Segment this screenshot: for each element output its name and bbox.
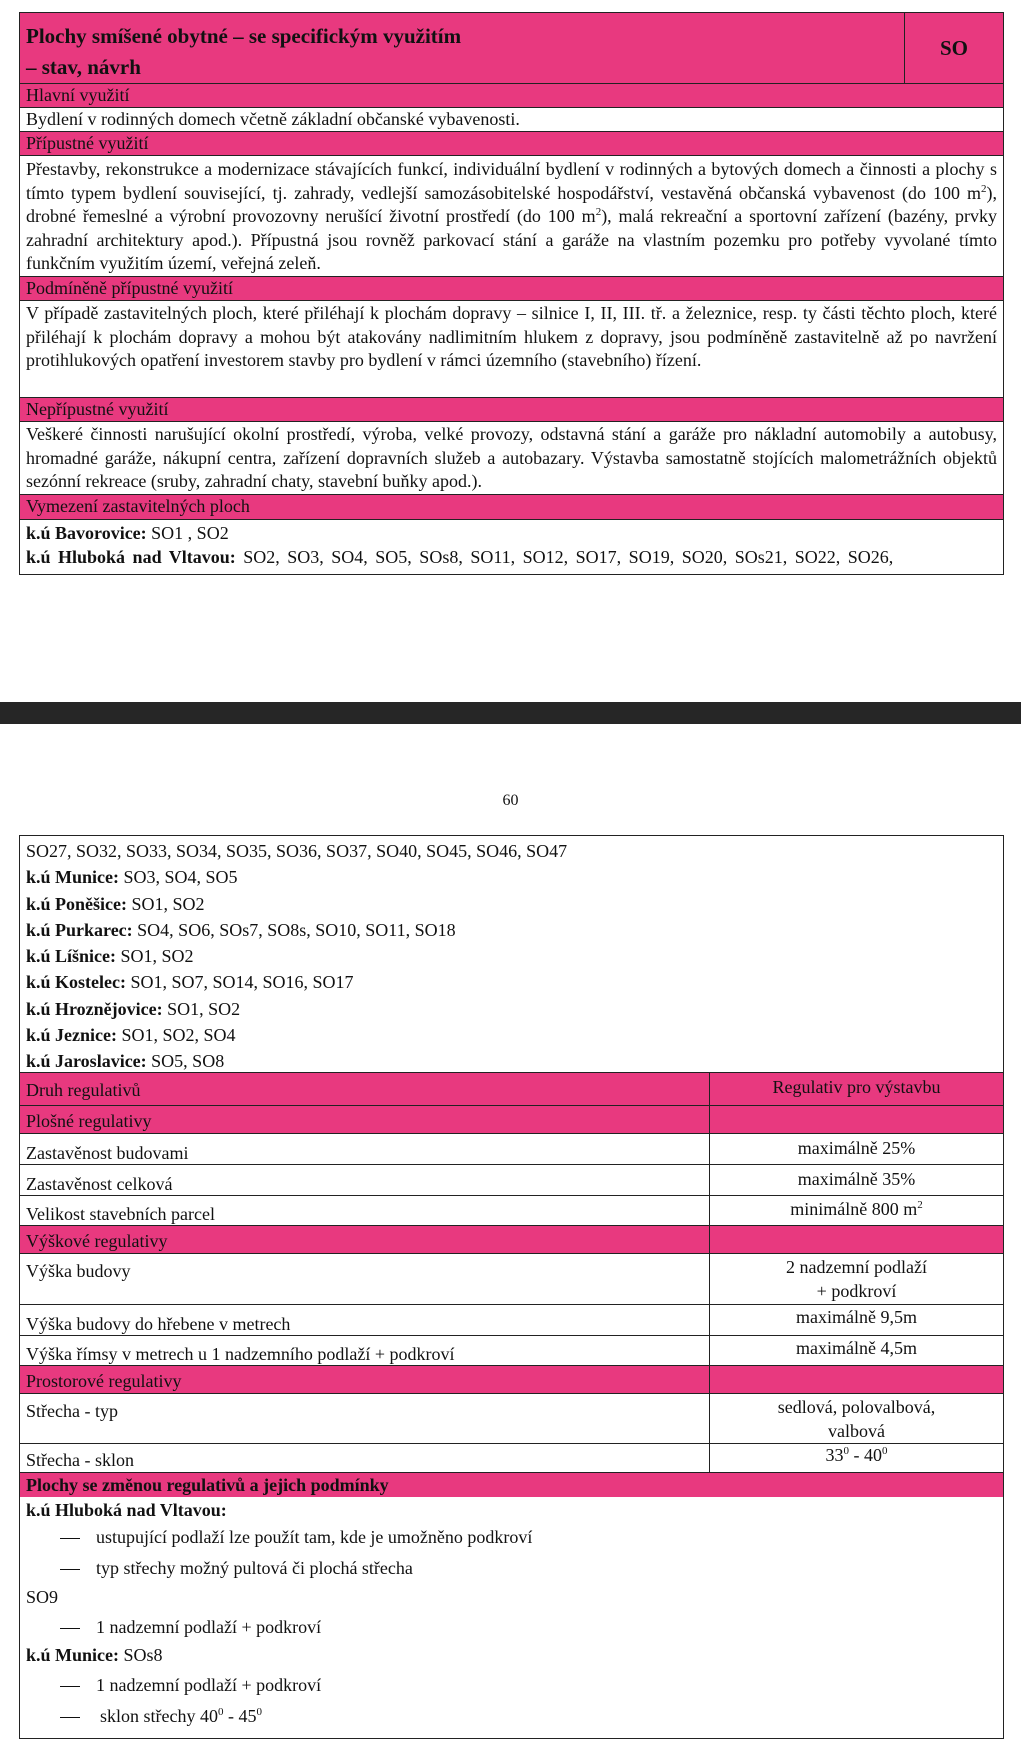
areas-row-2 bbox=[20, 543, 1003, 576]
group-empty bbox=[710, 1226, 1003, 1253]
code-cell bbox=[904, 13, 1003, 83]
reg-value: maximálně 35% bbox=[797, 1169, 916, 1189]
reg-value-text: minimálně 800 m bbox=[790, 1199, 918, 1219]
changes-area-2 bbox=[26, 1642, 997, 1668]
changes-item bbox=[26, 1670, 997, 1701]
reg-header-right: Regulativ pro výstavbu bbox=[772, 1077, 941, 1097]
reg-row bbox=[20, 1164, 1003, 1195]
dash-bullet bbox=[60, 1628, 80, 1629]
section-text-not-permitted bbox=[20, 421, 1003, 494]
reg-value-line: 2 nadzemní podlaží bbox=[786, 1257, 927, 1277]
area-value: SO1 , SO2 bbox=[146, 523, 229, 543]
body-text: Přestavby, rekonstrukce a modernizace stávajících funkcí, individuální bydlení v rodinných a bytových domech a činnosti a plochy s tímto typem bydlení související, tj. zahrady, vedlejší samozásobitelské hospodářství, vestavěná občanská vybavenost (do 100 m bbox=[26, 159, 997, 203]
reg-row bbox=[20, 1443, 1003, 1472]
area-value: SO1, SO7, SO14, SO16, SO17 bbox=[125, 972, 354, 993]
dash-bullet bbox=[60, 1538, 80, 1539]
area-label: k.ú Bavorovice: bbox=[26, 523, 147, 543]
page-separator bbox=[0, 702, 1021, 724]
area-label: k.ú Purkarec: bbox=[26, 919, 133, 940]
area-item bbox=[26, 943, 997, 969]
group-title: Výškové regulativy bbox=[20, 1226, 710, 1253]
area-item bbox=[26, 996, 997, 1022]
area-item bbox=[26, 917, 997, 943]
reg-value bbox=[710, 1254, 1003, 1304]
reg-header-row bbox=[20, 1072, 1003, 1105]
group-title: Prostorové regulativy bbox=[20, 1366, 710, 1393]
area-value: SO3, SO4, SO5 bbox=[119, 867, 238, 888]
area-label: k.ú Kostelec: bbox=[26, 972, 126, 993]
reg-name: Zastavěnost budovami bbox=[20, 1134, 710, 1164]
area-label: k.ú Jaroslavice: bbox=[26, 1051, 147, 1072]
changes-item bbox=[26, 1522, 997, 1553]
area-value: SO2, SO3, SO4, SO5, SOs8, SO11, SO12, SO17, SO19, SO20, SOs21, SO22, SO26, bbox=[235, 547, 894, 567]
reg-name: Výška římsy v metrech u 1 nadzemního podlaží + podkroví bbox=[20, 1336, 710, 1365]
area-item bbox=[26, 969, 997, 995]
area-value: SO5, SO8 bbox=[146, 1051, 225, 1072]
heading-text: Podmíněně přípustné využití bbox=[26, 278, 233, 298]
reg-group-heading bbox=[20, 1365, 1003, 1393]
superscript: 0 bbox=[882, 1445, 888, 1457]
area-label: k.ú Munice: bbox=[26, 867, 120, 888]
reg-name: Výška budovy bbox=[20, 1254, 710, 1304]
area-value: SO1, SO2, SO4 bbox=[116, 1025, 236, 1046]
section-text-conditional bbox=[20, 300, 1003, 397]
reg-header-left: Druh regulativů bbox=[20, 1073, 710, 1105]
reg-value bbox=[710, 1394, 1003, 1443]
reg-row bbox=[20, 1253, 1003, 1304]
reg-name: Střecha - sklon bbox=[20, 1444, 710, 1472]
reg-group-heading bbox=[20, 1105, 1003, 1133]
heading-text: Hlavní využití bbox=[26, 85, 130, 105]
section-text-permitted bbox=[20, 155, 1003, 276]
area-item bbox=[26, 1048, 997, 1074]
heading-text: Přípustné využití bbox=[26, 133, 149, 153]
reg-value bbox=[710, 1196, 1003, 1225]
dash-bullet bbox=[60, 1717, 80, 1718]
page-number: 60 bbox=[502, 792, 519, 809]
reg-value-line: valbová bbox=[828, 1421, 885, 1441]
page2-table bbox=[19, 835, 1004, 1739]
changes-area-1: k.ú Hluboká nad Vltavou: bbox=[26, 1500, 227, 1520]
reg-row bbox=[20, 1195, 1003, 1225]
item-text: - 45 bbox=[223, 1706, 257, 1726]
areas-list bbox=[26, 838, 997, 1075]
reg-name: Zastavěnost celková bbox=[20, 1165, 710, 1195]
section-heading-conditional bbox=[20, 276, 1003, 300]
changes-item bbox=[26, 1701, 997, 1732]
area-value: SO1, SO2 bbox=[116, 946, 194, 967]
body-text: Bydlení v rodinných domech včetně základní občanské vybavenosti. bbox=[26, 109, 520, 129]
superscript: 0 bbox=[217, 1706, 224, 1718]
changes-item bbox=[26, 1612, 997, 1642]
reg-value: maximálně 25% bbox=[797, 1138, 916, 1158]
page-title bbox=[26, 21, 461, 83]
reg-group-heading bbox=[20, 1225, 1003, 1253]
reg-value: maximálně 9,5m bbox=[796, 1307, 917, 1327]
group-title: Plošné regulativy bbox=[20, 1106, 710, 1133]
body-text: Veškeré činnosti narušující okolní prostředí, výroba, velké provozy, odstavná stání a garáže pro nákladní automobily a autobusy, hromadné garáže, nákupní centra, zařízení dopravních služeb a autobazary. Výstavba samostatně stojících malometrážních objektů sezónní rekreace (sruby, zahradní chaty, stavební buňky apod.). bbox=[26, 424, 997, 491]
item-text: sklon střechy 40 bbox=[100, 1706, 218, 1726]
areas-continuation: SO27, SO32, SO33, SO34, SO35, SO36, SO37, SO40, SO45, SO46, SO47 bbox=[26, 841, 568, 861]
reg-name: Střecha - typ bbox=[20, 1394, 710, 1443]
group-empty bbox=[710, 1366, 1003, 1393]
group-empty bbox=[710, 1106, 1003, 1133]
area-item bbox=[26, 891, 997, 917]
reg-row bbox=[20, 1393, 1003, 1443]
body-text: ), drobné řemeslné a výrobní provozovny nerušící životní prostředí (do 100 m bbox=[26, 182, 997, 226]
superscript: 2 bbox=[917, 1199, 923, 1211]
areas-row-1 bbox=[20, 519, 1003, 545]
section-text-main-use bbox=[20, 107, 1003, 131]
area-value: SO1, SO2 bbox=[162, 998, 241, 1019]
superscript: 0 bbox=[843, 1445, 849, 1457]
superscript: 2 bbox=[981, 182, 987, 195]
reg-value-line: sedlová, polovalbová, bbox=[777, 1397, 936, 1417]
item-text: typ střechy možný pultová či plochá střecha bbox=[96, 1558, 413, 1578]
heading-text: Nepřípustné využití bbox=[26, 399, 169, 419]
area-value: SO1, SO2 bbox=[127, 893, 205, 914]
changes-sub-label: SO9 bbox=[26, 1587, 59, 1607]
reg-row bbox=[20, 1304, 1003, 1335]
reg-value-text: - 40 bbox=[849, 1445, 882, 1465]
reg-value: maximálně 4,5m bbox=[796, 1338, 917, 1358]
area-label: k.ú Poněšice: bbox=[26, 893, 127, 914]
reg-value-text: 33 bbox=[825, 1445, 844, 1465]
dash-bullet bbox=[60, 1569, 80, 1570]
page1-table bbox=[19, 12, 1004, 575]
area-label: k.ú Munice: bbox=[26, 1645, 120, 1665]
code-label: SO bbox=[939, 36, 968, 60]
item-text: 1 nadzemní podlaží + podkroví bbox=[96, 1675, 322, 1695]
changes-list bbox=[26, 1497, 997, 1732]
area-label: k.ú Líšnice: bbox=[26, 946, 117, 967]
area-label: k.ú Hroznějovice: bbox=[26, 998, 163, 1019]
reg-row bbox=[20, 1133, 1003, 1164]
heading-text: Plochy se změnou regulativů a jejich podmínky bbox=[26, 1475, 389, 1495]
title-line-2: – stav, návrh bbox=[26, 55, 141, 79]
heading-text: Vymezení zastavitelných ploch bbox=[26, 496, 250, 516]
section-heading-areas bbox=[20, 494, 1003, 519]
superscript: 0 bbox=[256, 1706, 262, 1718]
area-item bbox=[26, 1022, 997, 1048]
item-text: ustupující podlaží lze použít tam, kde je umožněno podkroví bbox=[96, 1527, 533, 1547]
reg-value-line: + podkroví bbox=[816, 1281, 897, 1301]
section-heading-main-use bbox=[20, 83, 1003, 107]
dash-bullet bbox=[60, 1686, 80, 1687]
section-heading-not-permitted bbox=[20, 397, 1003, 421]
area-label: k.ú Hluboká nad Vltavou: bbox=[26, 547, 236, 567]
body-text: ), malá rekreační a sportovní zařízení (bazény, prvky zahradní architektury apod.). Přípustná jsou rovněž parkovací stání a garáže na vlastním pozemku pro potřeby vyvolané tímto funkčním využitím území, veřejná zeleň. bbox=[26, 206, 998, 273]
reg-name: Výška budovy do hřebene v metrech bbox=[20, 1305, 710, 1335]
reg-row bbox=[20, 1335, 1003, 1365]
title-line-1: Plochy smíšené obytné – se specifickým využitím bbox=[26, 24, 462, 48]
section-heading-permitted bbox=[20, 131, 1003, 155]
superscript: 2 bbox=[595, 206, 602, 218]
area-value: SOs8 bbox=[119, 1645, 163, 1665]
changes-heading bbox=[20, 1472, 1003, 1497]
body-text: V případě zastavitelných ploch, které přiléhají k plochám dopravy – silnice I, II, III. tř. a železnice, resp. ty části těchto ploch, které přiléhají k plochám dopravy a mohou být atakovány nadlimitním hlukem z dopravy, jsou podmíněně zastavitelně až po navržení protihlukových opatření investorem stavby pro bydlení v rámci územního (stavebního) řízení. bbox=[26, 303, 997, 370]
reg-value bbox=[710, 1444, 1003, 1472]
reg-name: Velikost stavebních parcel bbox=[20, 1196, 710, 1225]
area-item bbox=[26, 864, 997, 890]
title-row bbox=[20, 13, 1003, 83]
changes-item bbox=[26, 1553, 997, 1584]
item-text: 1 nadzemní podlaží + podkroví bbox=[96, 1617, 322, 1637]
area-label: k.ú Jeznice: bbox=[26, 1025, 117, 1046]
area-value: SO4, SO6, SOs7, SO8s, SO10, SO11, SO18 bbox=[132, 919, 456, 940]
